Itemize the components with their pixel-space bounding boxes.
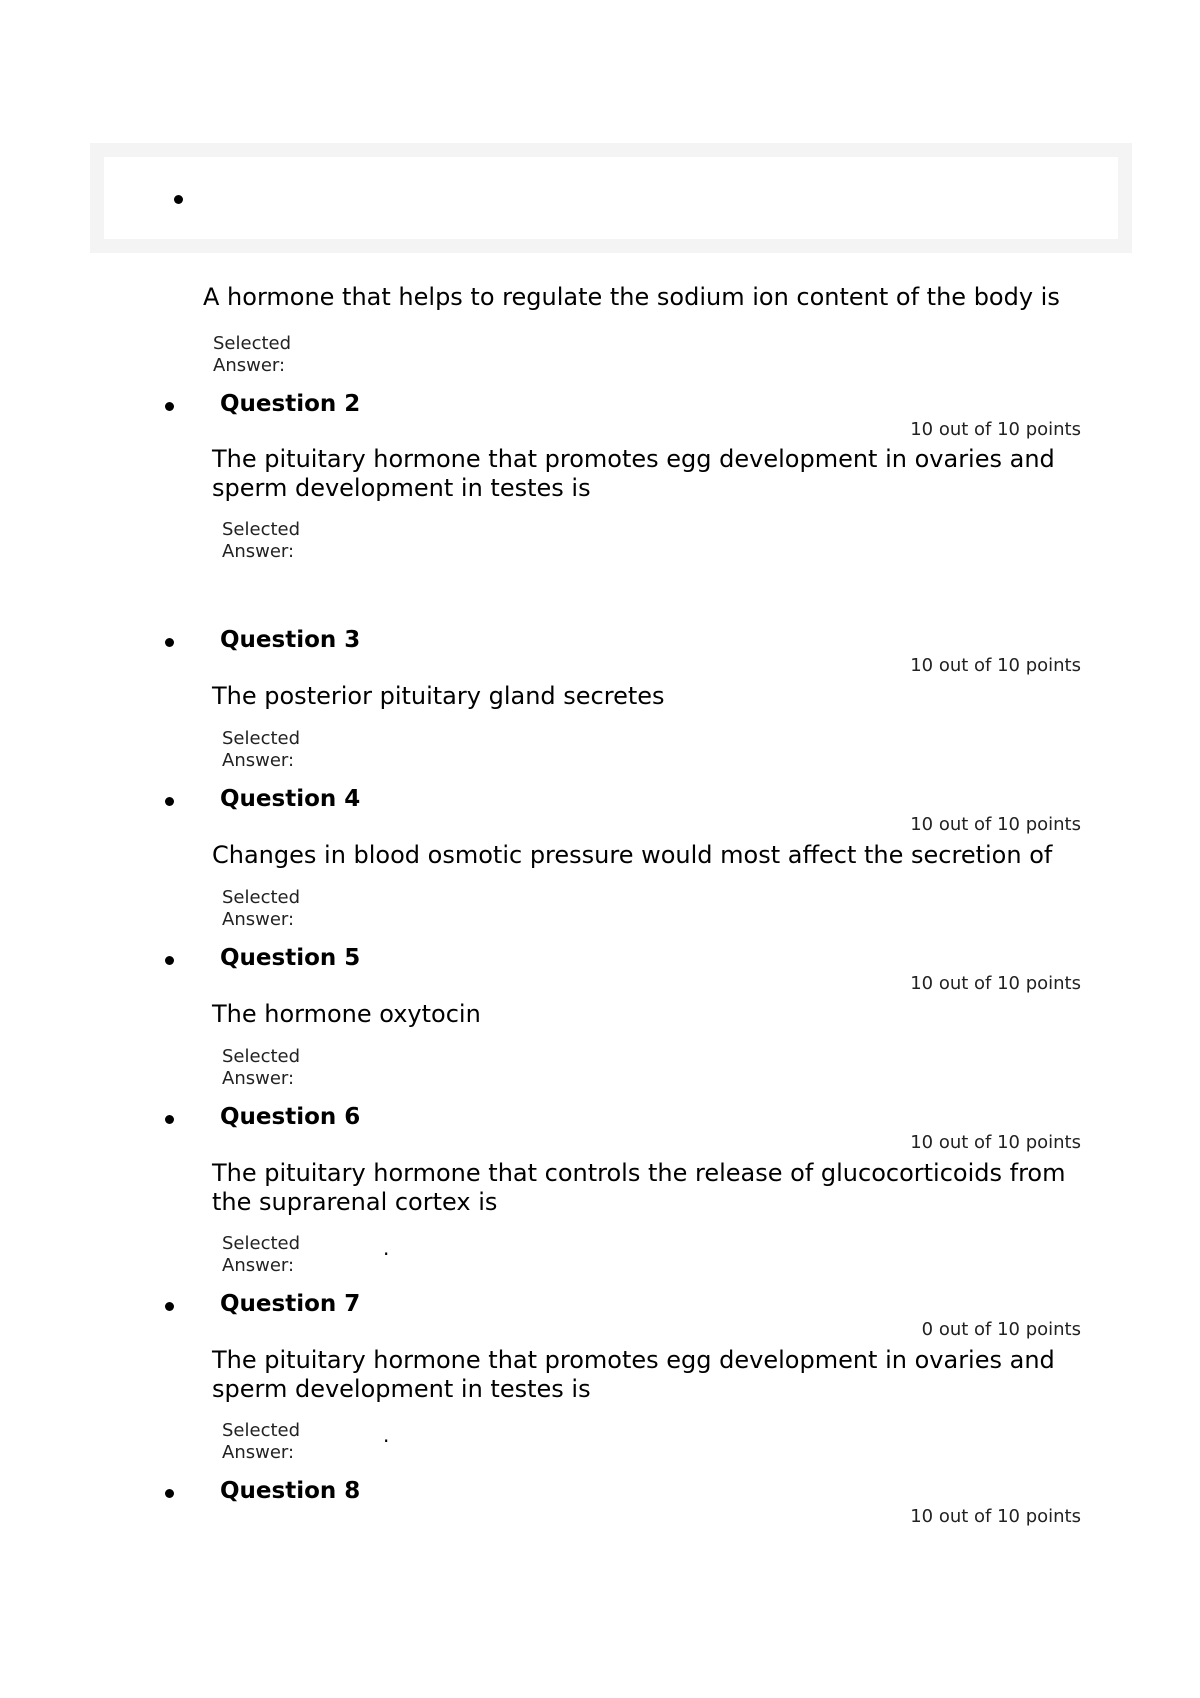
- bullet-icon: [165, 956, 174, 965]
- question-1-selected-label: Selected Answer:: [213, 333, 292, 376]
- question-5-prompt: The hormone oxytocin: [212, 1000, 481, 1028]
- bullet-icon: [165, 1302, 174, 1311]
- question-2-title: Question 2: [220, 391, 361, 417]
- question-8-title: Question 8: [220, 1478, 361, 1504]
- question-6-prompt: The pituitary hormone that controls the release of glucocorticoids from the suprarenal cortex is: [212, 1159, 1066, 1216]
- top-answer-box-inner: [104, 157, 1118, 239]
- question-7-selected-answer: .: [383, 1423, 390, 1447]
- question-4-title: Question 4: [220, 786, 361, 812]
- question-2-prompt: The pituitary hormone that promotes egg development in ovaries and sperm development in testes is: [212, 445, 1055, 502]
- question-5-title: Question 5: [220, 945, 361, 971]
- question-6-selected-answer: .: [383, 1236, 390, 1260]
- question-6-title: Question 6: [220, 1104, 361, 1130]
- bullet-icon: [165, 402, 174, 411]
- question-4-selected-label: Selected Answer:: [222, 887, 301, 930]
- question-7-points: 0 out of 10 points: [921, 1319, 1081, 1340]
- question-7-title: Question 7: [220, 1291, 361, 1317]
- question-5-points: 10 out of 10 points: [910, 973, 1081, 994]
- question-2-points: 10 out of 10 points: [910, 419, 1081, 440]
- bullet-icon: [165, 797, 174, 806]
- question-4-prompt: Changes in blood osmotic pressure would most affect the secretion of: [212, 841, 1053, 869]
- question-3-prompt: The posterior pituitary gland secretes: [212, 682, 665, 710]
- question-5-selected-label: Selected Answer:: [222, 1046, 301, 1089]
- question-7-selected-label: Selected Answer:: [222, 1420, 301, 1463]
- bullet-icon: [165, 638, 174, 647]
- bullet-icon: [165, 1489, 174, 1498]
- bullet-icon: [165, 1115, 174, 1124]
- question-3-title: Question 3: [220, 627, 361, 653]
- top-answer-box: [90, 143, 1132, 253]
- question-6-points: 10 out of 10 points: [910, 1132, 1081, 1153]
- question-2-selected-label: Selected Answer:: [222, 519, 301, 562]
- question-6-selected-label: Selected Answer:: [222, 1233, 301, 1276]
- question-3-selected-label: Selected Answer:: [222, 728, 301, 771]
- question-4-points: 10 out of 10 points: [910, 814, 1081, 835]
- question-7-prompt: The pituitary hormone that promotes egg development in ovaries and sperm development in testes is: [212, 1346, 1055, 1403]
- question-8-points: 10 out of 10 points: [910, 1506, 1081, 1527]
- bullet-icon: [174, 195, 183, 204]
- question-3-points: 10 out of 10 points: [910, 655, 1081, 676]
- question-1-prompt: A hormone that helps to regulate the sodium ion content of the body is: [203, 283, 1060, 311]
